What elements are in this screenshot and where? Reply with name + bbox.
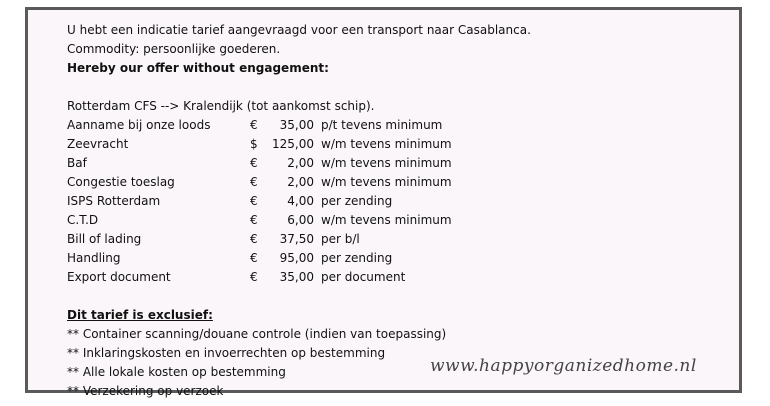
rate-currency: €	[250, 213, 258, 227]
rate-label: Baf	[67, 156, 87, 170]
rate-row	[67, 173, 739, 192]
rate-amount: 35,00	[279, 118, 314, 132]
rate-currency: €	[250, 156, 258, 170]
spacer	[67, 78, 739, 97]
rate-row	[67, 116, 739, 135]
rate-currency: €	[250, 232, 258, 246]
rate-row	[67, 154, 739, 173]
rate-currency: €	[250, 270, 258, 284]
rate-label: C.T.D	[67, 213, 99, 227]
rate-unit: w/m tevens minimum	[321, 175, 452, 189]
rate-currency: €	[250, 194, 258, 208]
rate-amount: 2,00	[287, 156, 314, 170]
rate-amount: 95,00	[279, 251, 314, 265]
rate-label: Congestie toeslag	[67, 175, 175, 189]
rate-unit: w/m tevens minimum	[321, 137, 452, 151]
rate-unit: per zending	[321, 194, 393, 208]
rate-currency: €	[250, 251, 258, 265]
intro-line: U hebt een indicatie tarief aangevraagd voor een transport naar Casablanca.	[67, 23, 531, 37]
rate-row	[67, 211, 739, 230]
exclusion-item: ** Verzekering op verzoek	[67, 384, 224, 398]
rate-amount: 35,00	[279, 270, 314, 284]
rate-amount: 4,00	[287, 194, 314, 208]
rate-label: ISPS Rotterdam	[67, 194, 161, 208]
rate-currency: $	[250, 137, 258, 151]
exclusion-item: ** Inklaringskosten en invoerrechten op bestemming	[67, 346, 386, 360]
rate-label: Export document	[67, 270, 171, 284]
rate-label: Zeevracht	[67, 137, 129, 151]
offer-heading: Hereby our offer without engagement:	[67, 61, 329, 75]
rate-amount: 37,50	[279, 232, 314, 246]
exclusion-item: ** Container scanning/douane controle (indien van toepassing)	[67, 327, 447, 341]
rate-currency: €	[250, 175, 258, 189]
rate-label: Aanname bij onze loods	[67, 118, 211, 132]
rate-unit: w/m tevens minimum	[321, 156, 452, 170]
rate-currency: €	[250, 118, 258, 132]
watermark-text: www.happyorganizedhome.nl	[430, 356, 697, 376]
commodity-line: Commodity: persoonlijke goederen.	[67, 42, 281, 56]
rate-unit: per zending	[321, 251, 393, 265]
rate-row	[67, 192, 739, 211]
route-line: Rotterdam CFS --> Kralendijk (tot aankomst schip).	[67, 99, 375, 113]
rate-unit: per b/l	[321, 232, 360, 246]
offer-content	[67, 21, 739, 401]
rate-amount: 6,00	[287, 213, 314, 227]
offer-document	[25, 7, 742, 398]
exclusion-item: ** Alle lokale kosten op bestemming	[67, 365, 286, 379]
exclusions-heading: Dit tarief is exclusief:	[67, 308, 213, 322]
rate-row	[67, 249, 739, 268]
rate-label: Bill of lading	[67, 232, 142, 246]
rate-unit: per document	[321, 270, 406, 284]
rate-unit: w/m tevens minimum	[321, 213, 452, 227]
rate-row	[67, 230, 739, 249]
rate-amount: 2,00	[287, 175, 314, 189]
rate-row	[67, 268, 739, 287]
rate-amount: 125,00	[272, 137, 314, 151]
spacer	[67, 287, 739, 306]
rate-unit: p/t tevens minimum	[321, 118, 443, 132]
rate-row	[67, 135, 739, 154]
rate-label: Handling	[67, 251, 121, 265]
